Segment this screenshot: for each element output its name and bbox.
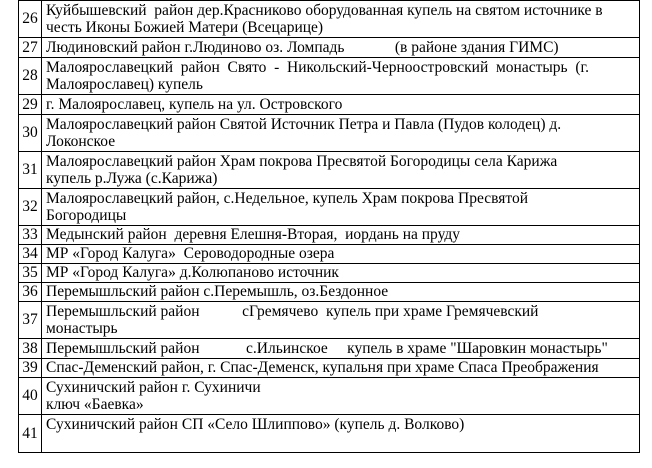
description-line: Медынский район деревня Елешня-Вторая, иордань на пруду — [46, 226, 460, 244]
row-number: 35 — [19, 264, 42, 283]
description-line: МР «Город Калуга» д.Колюпаново источник — [46, 264, 339, 282]
row-description — [42, 58, 640, 95]
table-row — [19, 58, 640, 95]
row-description — [42, 115, 640, 152]
description-line: монастырь — [46, 320, 118, 337]
document-table — [18, 0, 640, 453]
row-number: 32 — [19, 189, 42, 226]
row-number: 40 — [19, 378, 42, 415]
row-number: 39 — [19, 359, 42, 378]
description-line: ключ «Баевка» — [46, 396, 144, 413]
description-line: Малоярославецкий район Святой Источник Петра и Павла (Пудов колодец) д. — [46, 115, 562, 133]
description-line: купель р.Лужа (с.Карижа) — [46, 170, 218, 187]
row-number: 33 — [19, 226, 42, 245]
description-line: Малоярославецкий район Свято - Никольский-Черноостровский монастырь (г. — [46, 58, 590, 76]
row-number: 37 — [19, 302, 42, 339]
row-number: 41 — [19, 415, 42, 453]
description-line: МР «Город Калуга» Сероводородные озера — [46, 245, 335, 263]
row-description — [42, 189, 640, 226]
description-line: честь Иконы Божией Матери (Всецарице) — [46, 19, 324, 36]
description-line: Перемышльский район сГремячево купель при храме Гремячевский — [46, 302, 539, 320]
table-row — [19, 1, 640, 38]
description-line: Перемышльский район с.Ильинское купель в храме "Шаровкин монастырь" — [46, 339, 608, 357]
table-row — [19, 95, 640, 115]
description-line: Куйбышевский район дер.Красниково оборудованная купель на святом источнике в — [46, 1, 603, 19]
description-line: Богородицы — [46, 207, 127, 224]
row-description — [42, 1, 640, 38]
table-row — [19, 38, 640, 58]
row-number: 31 — [19, 152, 42, 189]
row-description — [42, 302, 640, 339]
row-description — [42, 283, 640, 302]
row-number: 28 — [19, 58, 42, 95]
description-line: Малоярославецкий район, с.Недельное, купель Храм покрова Пресвятой — [46, 189, 528, 207]
row-description — [42, 95, 640, 115]
table-row — [19, 415, 640, 453]
description-line: Сухиничский район СП «Село Шлиппово» (купель д. Волково) — [46, 416, 465, 433]
description-line: Локонское — [46, 133, 116, 150]
table-row — [19, 302, 640, 339]
row-description — [42, 38, 640, 58]
table-row — [19, 378, 640, 415]
table-row — [19, 283, 640, 302]
row-number: 30 — [19, 115, 42, 152]
description-line: Перемышльский район с.Перемышль, оз.Бездонное — [46, 283, 389, 301]
table-row — [19, 264, 640, 283]
table-row — [19, 359, 640, 378]
description-line: Сухиничский район г. Сухиничи — [46, 378, 261, 396]
row-description — [42, 339, 640, 359]
description-line: Спас-Деменский район, г. Спас-Деменск, купальня при храме Спаса Преображения — [46, 359, 599, 377]
row-description — [42, 415, 640, 453]
row-description — [42, 226, 640, 245]
table-row — [19, 226, 640, 245]
row-number: 38 — [19, 339, 42, 359]
table-row — [19, 339, 640, 359]
row-number: 27 — [19, 38, 42, 58]
description-line: Людиновский район г.Людиново оз. Ломпадь (в районе здания ГИМС) — [46, 38, 559, 56]
table-row — [19, 245, 640, 264]
row-number: 29 — [19, 95, 42, 115]
row-description — [42, 359, 640, 378]
row-description — [42, 264, 640, 283]
row-number: 26 — [19, 1, 42, 38]
row-number: 34 — [19, 245, 42, 264]
row-description — [42, 245, 640, 264]
row-number: 36 — [19, 283, 42, 302]
description-line: Малоярославец) купель — [46, 76, 203, 93]
table-row — [19, 115, 640, 152]
table-row — [19, 152, 640, 189]
table-row — [19, 189, 640, 226]
row-description — [42, 152, 640, 189]
row-description — [42, 378, 640, 415]
description-line: г. Малоярославец, купель на ул. Островского — [46, 95, 343, 113]
description-line: Малоярославецкий район Храм покрова Пресвятой Богородицы села Карижа — [46, 152, 558, 170]
